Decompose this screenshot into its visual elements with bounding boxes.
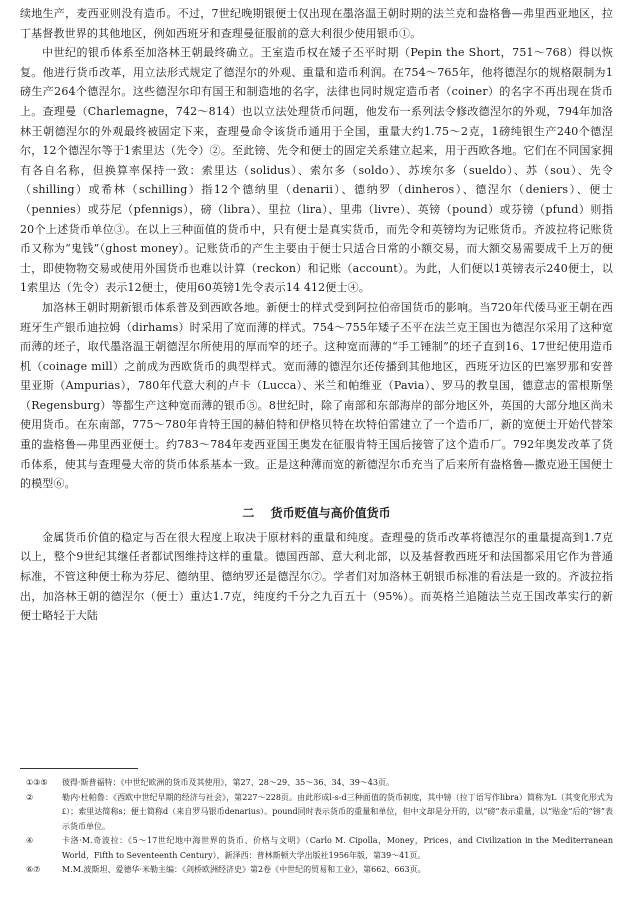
body-paragraph-3: 加洛林王朝时期新银币体系普及到西欧各地。新便士的样式受到阿拉伯帝国货币的影响。当720年代倭马亚王朝在西班牙生产银币迪拉姆（dirhams）时采用了宽而薄的样式。754～755年矮子丕平在法兰克王国也为德涅尔采用了这种宽而薄的坯子，取代墨洛温王朝德涅尔所使用的厚而窄的坯子。这种宽而薄的“手工锤制”的坯子直到16、17世纪使用造币机（coinage mill）之前成为西欧货币的典型样式。宽而薄的德涅尔还传播到其他地区，西班牙边区的巴塞罗那和安普里亚斯（Ampurias），780年代意大利的卢卡（Lucca）、米兰和帕维亚（Pavia）、罗马的教皇国，德意志的雷根斯堡（Regensburg）等都生产这种宽而薄的银币⑤。8世纪时，除了南部和东部海岸的部分地区外，英国的大部分地区尚未使用货币。在东南部，775～780年肯特王国的赫伯特和伊格贝特在坎特伯雷建立了一个造币厂，新的宽便士开始代替笨重的盎格鲁—弗里西亚便士。约783～784年麦西亚国王奥发在征服肯特王国后接管了这个造币厂。792年奥发改革了货币体系，使其与查理曼大帝的货币体系基本一致。正是这种薄而宽的新德涅尔币充当了后来所有盎格鲁—撒克逊王国便士的模型⑥。	[20, 300, 613, 491]
footnote-text: 卡洛·M.奇波拉：《5～17世纪地中海世界的货币、价格与文明》（Carlo M. Cipolla，Money，Prices，and Civilization in the Mediterranean World，Fifth to Seventeenth Century），新泽西：普林斯顿大学出版社1956年版，第39～41页。	[62, 836, 613, 860]
body-paragraph-1: 续地生产，麦西亚则没有造币。不过，7世纪晚期银便士仅出现在墨洛温王朝时期的法兰克和盎格鲁—弗里西亚地区，拉丁基督教世界的其他地区，例如西班牙和查理曼征服前的意大利很少使用银币①。	[20, 7, 613, 40]
body-paragraph-4: 金属货币价值的稳定与否在很大程度上取决于原材料的重量和纯度。查理曼的货币改革将德涅尔的重量提高到1.7克以上，整个9世纪其继任者都试图维持这样的重量。德国西部、意大利北部，以及基督教西班牙和法国都采用它作为普通标准，不管这种便士称为芬尼、德纳里、德纳罗还是德涅尔⑦。学者们对加洛林王朝银币标准的看法是一致的。齐波拉指出，加洛林王朝的德涅尔（便士）重达1.7克，纯度约千分之九百五十（95%）。而英格兰追随法兰克王国改革实行的新便士略轻于大陆	[20, 530, 613, 623]
footnote	[20, 834, 613, 863]
section-heading	[20, 504, 613, 522]
footnote-mark: ①③⑤	[26, 778, 48, 787]
footnote	[20, 776, 613, 791]
footnote-mark: ②	[26, 792, 34, 802]
section-title: 货币贬值与高价值货币	[270, 505, 391, 520]
footnote-divider	[20, 768, 138, 769]
footnote	[20, 791, 613, 835]
footnote-text: M.M.波斯坦、爱德华·米勒主编：《剑桥欧洲经济史》第2卷《中世纪的贸易和工业》，第662、663页。	[62, 865, 426, 874]
section-number: 二	[242, 505, 255, 520]
footnote-mark: ④	[26, 836, 34, 845]
footnotes	[20, 776, 613, 878]
footnote	[20, 863, 613, 878]
footnote-text: 彼得·斯普福特：《中世纪欧洲的货币及其使用》，第27、28～29、35～36、34、39～43页。	[62, 778, 394, 787]
body-paragraph-2: 中世纪的银币体系至加洛林王朝最终确立。王室造币权在矮子丕平时期（Pepin the Short，751～768）得以恢复。他进行货币改革，用立法形式规定了德涅尔的外观、重量和造币利润。在754～765年，他将德涅尔的规格限制为1磅生产264个德涅尔。这些德涅尔印有国王和制造地的名字，法律也同时规定造币者（coiner）的名字不再出现在货币上。查理曼（Charlemagne，742～814）也以立法处理货币问题，他发布一系列法令修改德涅尔的外观，794年加洛林王朝德涅尔的外观最终被固定下来，查理曼命令该货币通用于全国，重量大约1.75～2克，1磅纯银生产240个德涅尔，12个德涅尔等于1索里达（先令）②。至此镑、先令和便士的固定关系建立起来，用于西欧各地。它们在不同国家拥有各自名称，但换算率保持一致：索里达（solidus）、索尔多（soldo）、苏埃尔多（sueldo）、苏（sou）、先令（shilling）或希林（schilling）指12个德纳里（denarii）、德纳罗（dinheros）、德涅尔（deniers）、便士（pennies）或芬尼（pfennigs），磅（libra）、里拉（lira）、里弗（livre）、英镑（pound）或芬镑（pfund）则指20个上述货币单位③。在以上三种面值的货币中，只有便士是真实货币，而先令和英镑均为记账货币。齐波拉将记账货币又称为“鬼钱”（ghost money）。记账货币的产生主要由于便士只适合日常的小额交易，而大额交易需要成千上万的便士，即使物物交易或使用外国货币也难以计算（reckon）和记账（account）。为此，人们便以1英镑表示240便士，以1索里达（先令）表示12便士，使用60英镑1先令表示14 412便士④。	[20, 46, 613, 295]
footnote-mark: ⑥⑦	[26, 865, 41, 874]
footnote-text: 勒内·杜帕鲁：《西欧中世纪早期的经济与社会》，第227～228页。由此形成l-s-d三种面值的货币制度，其中镑（拉丁语写作libra）简称为L（其变化形式为₤）；索里达简称s；便士简称d（来自罗马银币denarius）。pound同时表示货币的重量和单位，但中文却是分开的，以“磅”表示重量，以“贴金”后的“镑”表示货币单位。	[62, 792, 613, 831]
